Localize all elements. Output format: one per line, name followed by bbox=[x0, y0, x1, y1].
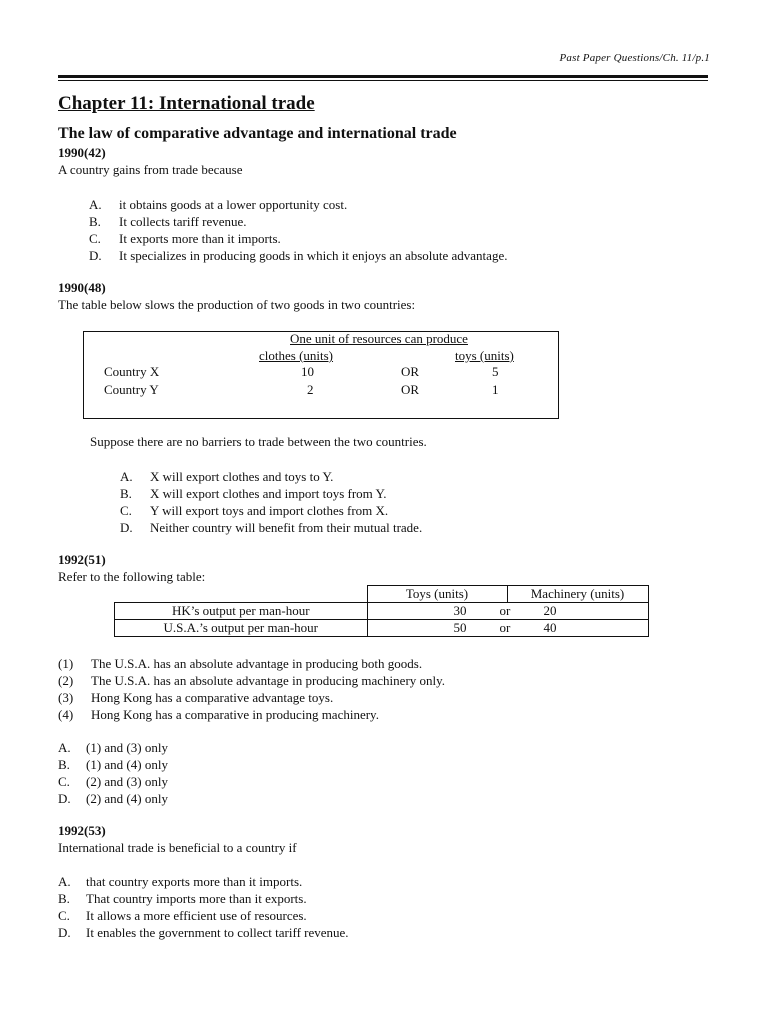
table-cell: or bbox=[499, 603, 511, 618]
question-number: 1990(48) bbox=[58, 280, 106, 295]
table-cell: 10 bbox=[301, 364, 314, 379]
option: C. It allows a more efficient use of resources. bbox=[58, 908, 307, 923]
section-title: The law of comparative advantage and international trade bbox=[58, 125, 457, 142]
output-table bbox=[114, 585, 649, 637]
table-cell: 1 bbox=[492, 382, 499, 397]
option: A. (1) and (3) only bbox=[58, 740, 168, 755]
page-header: Past Paper Questions/Ch. 11/p.1 bbox=[559, 52, 710, 64]
table-cell: or bbox=[499, 620, 511, 635]
option: D. It enables the government to collect tariff revenue. bbox=[58, 925, 349, 940]
header-rule-thick bbox=[58, 75, 708, 78]
row-label: HK’s output per man-hour bbox=[115, 603, 368, 620]
table-cell: OR bbox=[401, 364, 420, 379]
option: D. (2) and (4) only bbox=[58, 791, 168, 806]
table-row bbox=[115, 603, 649, 620]
country-label: Country X bbox=[104, 364, 160, 379]
column-header-machinery: Machinery (units) bbox=[507, 586, 648, 603]
question-stem: A country gains from trade because bbox=[58, 162, 243, 177]
option: C. (2) and (3) only bbox=[58, 774, 168, 789]
question-number: 1990(42) bbox=[58, 145, 106, 160]
table-row bbox=[115, 620, 649, 637]
option: A. X will export clothes and toys to Y. bbox=[120, 469, 334, 484]
country-label: Country Y bbox=[104, 382, 159, 397]
option: A. it obtains goods at a lower opportunity cost. bbox=[89, 197, 348, 212]
question-stem: The table below slows the production of two goods in two countries: bbox=[58, 297, 416, 312]
table-heading: One unit of resources can produce bbox=[290, 331, 468, 346]
option: D. It specializes in producing goods in which it enjoys an absolute advantage. bbox=[89, 248, 508, 263]
option: B. That country imports more than it exports. bbox=[58, 891, 307, 906]
option: B. (1) and (4) only bbox=[58, 757, 168, 772]
row-label: U.S.A.’s output per man-hour bbox=[115, 620, 368, 637]
table-cell: OR bbox=[401, 382, 420, 397]
column-header-clothes: clothes (units) bbox=[259, 348, 334, 363]
q4-options bbox=[58, 873, 349, 941]
option: B. X will export clothes and import toys from Y. bbox=[120, 486, 387, 501]
q3-statements bbox=[58, 655, 445, 723]
q1-options bbox=[89, 196, 507, 264]
statement: (4) Hong Kong has a comparative in producing machinery. bbox=[58, 707, 379, 722]
question-note: Suppose there are no barriers to trade between the two countries. bbox=[90, 434, 427, 449]
option: C. It exports more than it imports. bbox=[89, 231, 281, 246]
table-cell: 5 bbox=[492, 364, 499, 379]
table-cell: 30 bbox=[453, 603, 467, 618]
statement: (2) The U.S.A. has an absolute advantage in producing machinery only. bbox=[58, 673, 446, 688]
q2-options bbox=[120, 468, 422, 536]
table-cell: 50 bbox=[453, 620, 467, 635]
table-cell bbox=[115, 586, 368, 603]
table-cell: 2 bbox=[307, 382, 314, 397]
chapter-title: Chapter 11: International trade bbox=[58, 93, 315, 114]
column-header-toys: toys (units) bbox=[455, 348, 514, 363]
statement: (1) The U.S.A. has an absolute advantage in producing both goods. bbox=[58, 656, 423, 671]
question-number: 1992(53) bbox=[58, 823, 106, 838]
question-stem: International trade is beneficial to a country if bbox=[58, 840, 297, 855]
option: D. Neither country will benefit from their mutual trade. bbox=[120, 520, 423, 535]
option: B. It collects tariff revenue. bbox=[89, 214, 247, 229]
table-cell: 40 bbox=[543, 620, 557, 635]
option: C. Y will export toys and import clothes from X. bbox=[120, 503, 389, 518]
statement: (3) Hong Kong has a comparative advantage toys. bbox=[58, 690, 334, 705]
header-rule-thin bbox=[58, 80, 708, 81]
option: A. that country exports more than it imports. bbox=[58, 874, 303, 889]
question-stem: Refer to the following table: bbox=[58, 569, 206, 584]
question-number: 1992(51) bbox=[58, 552, 106, 567]
table-cell: 20 bbox=[543, 603, 557, 618]
column-header-toys: Toys (units) bbox=[367, 586, 507, 603]
q3-options bbox=[58, 739, 168, 807]
table-row bbox=[115, 586, 649, 603]
